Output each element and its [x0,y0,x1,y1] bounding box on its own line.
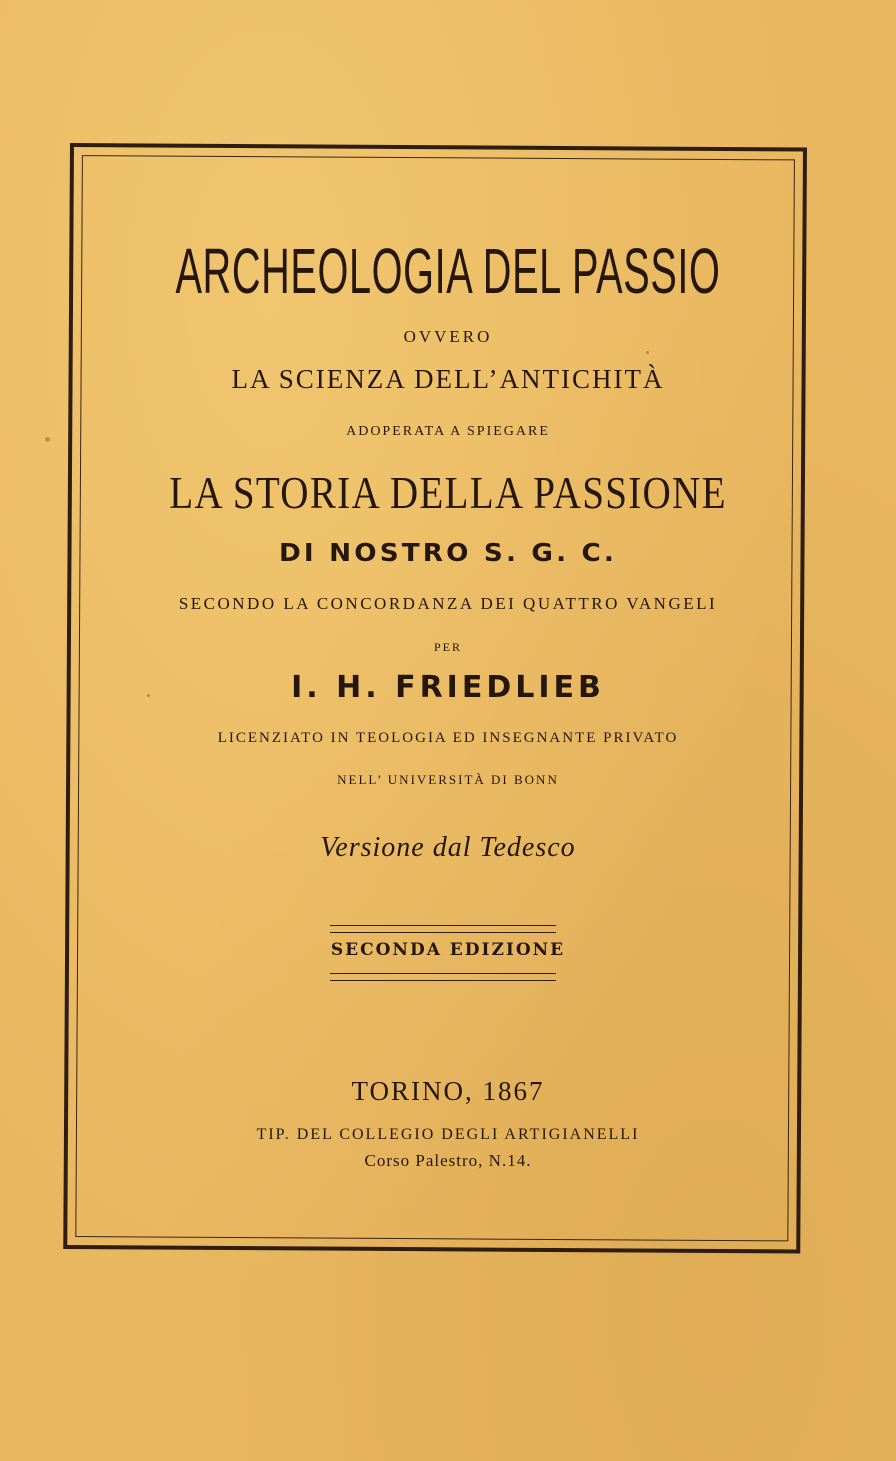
subtitle-line: LA SCIENZA DELL’ANTICHITÀ [231,364,665,394]
printer-line: TIP. DEL COLLEGIO DEGLI ARTIGIANELLI [256,1126,640,1143]
version-line: Versione dal Tedesco [320,832,576,863]
main-subject-line: LA STORIA DELLA PASSIONE [169,467,727,518]
book-title: ARCHEOLOGIA DEL PASSIO [175,235,721,307]
author-title: LICENZIATO IN TEOLOGIA ED INSEGNANTE PRIVATO [217,730,679,746]
edition-line: SECONDA EDIZIONE [330,940,566,960]
edition-rule-bottom-thin [330,973,556,974]
per-line: PER [433,640,462,654]
nostro-line: DI NOSTRO S. G. C. [278,538,618,567]
secondo-line: SECONDO LA CONCORDANZA DEI QUATTRO VANGELI [178,594,718,613]
author-name: I. H. FRIEDLIEB [291,670,605,705]
adoperata-line: ADOPERATA A SPIEGARE [346,424,550,439]
author-university: NELL’ UNIVERSITÀ DI BONN [337,772,559,787]
edition-rule-bottom [330,980,556,981]
place-year: TORINO, 1867 [351,1076,545,1106]
ovvero-line: OVVERO [403,327,493,346]
edition-rule-top [330,925,556,926]
edition-rule-top-thin [330,932,556,933]
address-line: Corso Palestro, N.14. [364,1151,532,1170]
